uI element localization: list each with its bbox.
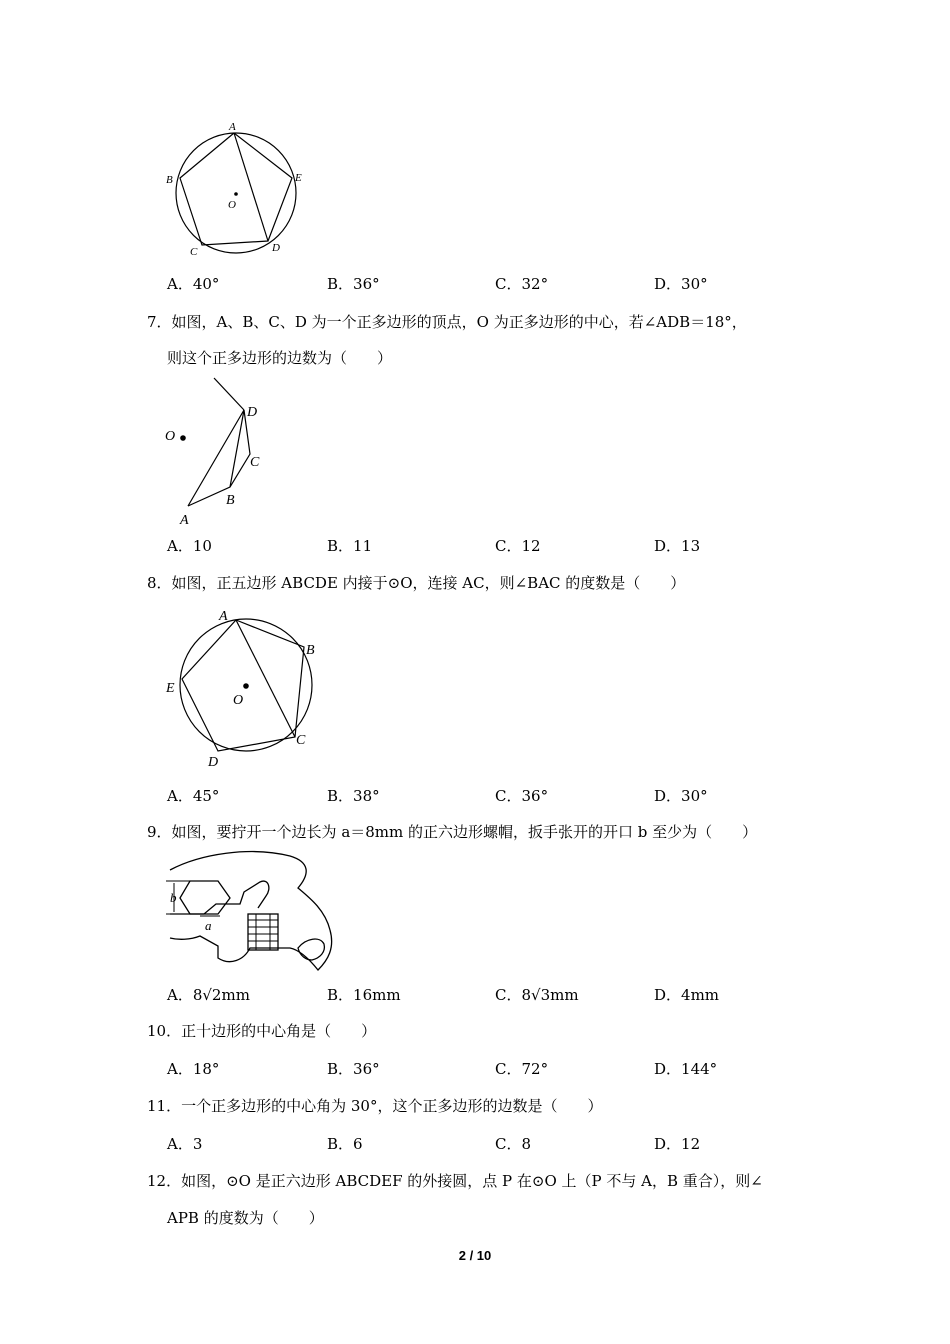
q6-option-a[interactable]: A．40° bbox=[167, 275, 220, 293]
q7-label-d: D bbox=[247, 405, 258, 420]
q9-label-b: b bbox=[170, 890, 177, 905]
q7-label-c: C bbox=[250, 455, 260, 470]
q12-stem-line1: 12．如图，⊙O 是正六边形 ABCDEF 的外接圆，点 P 在⊙O 上（P 不与 A，B 重合），则∠ bbox=[147, 1172, 763, 1190]
q7-extension-line bbox=[214, 378, 244, 410]
q8-segment-ac bbox=[236, 620, 295, 737]
q8-option-c[interactable]: C．36° bbox=[495, 787, 549, 805]
q7-figure bbox=[160, 374, 280, 529]
q9-option-c[interactable]: C．8√3mm bbox=[495, 986, 579, 1004]
q10-option-a[interactable]: A．18° bbox=[167, 1060, 220, 1078]
q8-stem: 8．如图，正五边形 ABCDE 内接于⊙O，连接 AC，则∠BAC 的度数是（ ） bbox=[147, 574, 686, 592]
q6-label-b: B bbox=[166, 174, 173, 186]
q8-label-a: A bbox=[219, 609, 228, 624]
q10-option-b[interactable]: B．36° bbox=[327, 1060, 380, 1078]
q6-pentagon bbox=[180, 133, 292, 245]
q11-option-d[interactable]: D．12 bbox=[654, 1135, 701, 1153]
q7-label-a: A bbox=[180, 513, 189, 528]
q8-pentagon bbox=[182, 620, 304, 751]
q8-label-d: D bbox=[208, 755, 219, 770]
q9-hex-nut bbox=[180, 881, 230, 914]
q9-option-d[interactable]: D．4mm bbox=[654, 986, 720, 1004]
q8-label-b: B bbox=[306, 643, 315, 658]
q9-option-b[interactable]: B．16mm bbox=[327, 986, 401, 1004]
q6-label-e: E bbox=[295, 172, 302, 184]
q10-stem: 10．正十边形的中心角是（ ） bbox=[147, 1022, 377, 1040]
q11-option-a[interactable]: A．3 bbox=[167, 1135, 203, 1153]
q9-stem: 9．如图，要拧开一个边长为 a＝8mm 的正六边形螺帽，扳手张开的开口 b 至少为（ ） bbox=[147, 823, 758, 841]
q9-option-a[interactable]: A．8√2mm bbox=[167, 986, 250, 1004]
q10-option-c[interactable]: C．72° bbox=[495, 1060, 549, 1078]
q8-label-e: E bbox=[166, 681, 175, 696]
q6-label-c: C bbox=[190, 246, 198, 258]
q7-stem-line2: 则这个正多边形的边数为（ ） bbox=[167, 349, 393, 367]
q6-center-dot bbox=[234, 192, 238, 196]
q7-label-o: O bbox=[165, 429, 176, 444]
q9-wrench-body bbox=[170, 852, 332, 970]
q7-center-dot bbox=[180, 435, 186, 441]
q7-polygon-edges bbox=[188, 410, 250, 506]
q6-label-o: O bbox=[228, 199, 236, 211]
q9-adjust-screw bbox=[248, 914, 278, 950]
q6-segment-ad bbox=[234, 133, 268, 241]
q9-wrench-figure bbox=[160, 848, 340, 976]
q10-option-d[interactable]: D．144° bbox=[654, 1060, 718, 1078]
q6-option-b[interactable]: B．36° bbox=[327, 275, 380, 293]
q9-handle-hole bbox=[298, 939, 324, 960]
q6-option-d[interactable]: D．30° bbox=[654, 275, 708, 293]
q8-option-a[interactable]: A．45° bbox=[167, 787, 220, 805]
q8-center-dot bbox=[243, 683, 249, 689]
q11-stem: 11．一个正多边形的中心角为 30°，这个正多边形的边数是（ ） bbox=[147, 1097, 603, 1115]
q9-wrench-jaw bbox=[170, 881, 269, 914]
q7-option-b[interactable]: B．11 bbox=[327, 537, 373, 555]
q6-label-d: D bbox=[272, 242, 280, 254]
q11-option-c[interactable]: C．8 bbox=[495, 1135, 532, 1153]
q7-stem-line1: 7．如图，A、B、C、D 为一个正多边形的顶点，O 为正多边形的中心，若∠ADB＝18°， bbox=[147, 313, 747, 331]
page-number: 2 / 10 bbox=[458, 1248, 492, 1263]
q7-option-c[interactable]: C．12 bbox=[495, 537, 541, 555]
q9-label-a: a bbox=[205, 918, 212, 933]
q6-label-a: A bbox=[229, 121, 236, 133]
q11-option-b[interactable]: B．6 bbox=[327, 1135, 363, 1153]
q8-option-d[interactable]: D．30° bbox=[654, 787, 708, 805]
q8-figure bbox=[160, 600, 325, 770]
q7-option-a[interactable]: A．10 bbox=[167, 537, 212, 555]
q6-option-c[interactable]: C．32° bbox=[495, 275, 549, 293]
q8-option-b[interactable]: B．38° bbox=[327, 787, 380, 805]
q7-label-b: B bbox=[226, 493, 235, 508]
q12-stem-line2: APB 的度数为（ ） bbox=[167, 1209, 324, 1227]
q6-figure bbox=[160, 118, 310, 263]
q8-label-o: O bbox=[233, 693, 244, 708]
q7-option-d[interactable]: D．13 bbox=[654, 537, 701, 555]
q8-label-c: C bbox=[296, 733, 306, 748]
